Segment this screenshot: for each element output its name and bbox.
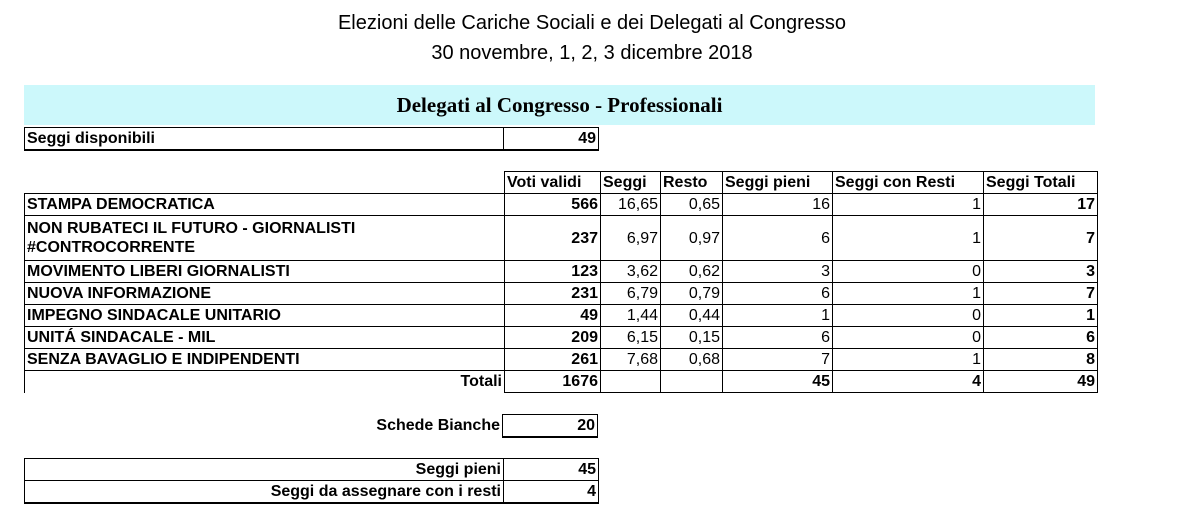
summary-row	[25, 481, 599, 504]
schede-bianche-label: Schede Bianche	[24, 415, 503, 438]
totals-resto-empty	[661, 371, 723, 393]
party-name: MOVIMENTO LIBERI GIORNALISTI	[25, 261, 505, 283]
seggi-con-resti-cell: 1	[833, 194, 984, 216]
results-table	[24, 171, 1098, 393]
resto-cell: 0,79	[661, 283, 723, 305]
table-row	[25, 327, 1098, 349]
schede-bianche-value: 20	[503, 415, 598, 438]
voti-validi-cell: 237	[505, 216, 601, 261]
col-header: Seggi Totali	[984, 172, 1098, 194]
seggi-disponibili-label: Seggi disponibili	[25, 128, 504, 151]
seggi-con-resti-cell: 0	[833, 327, 984, 349]
seggi-cell: 6,79	[601, 283, 661, 305]
seggi-totali-cell: 8	[984, 349, 1098, 371]
totals-seggi-empty	[601, 371, 661, 393]
resto-cell: 0,62	[661, 261, 723, 283]
seggi-cell: 16,65	[601, 194, 661, 216]
seggi-cell: 6,97	[601, 216, 661, 261]
resto-cell: 0,44	[661, 305, 723, 327]
voti-validi-cell: 566	[505, 194, 601, 216]
seggi-totali-cell: 6	[984, 327, 1098, 349]
schede-bianche-table	[24, 414, 598, 438]
voti-validi-cell: 261	[505, 349, 601, 371]
party-name: UNITÁ SINDACALE - MIL	[25, 327, 505, 349]
totals-resti: 4	[833, 371, 984, 393]
voti-validi-cell: 209	[505, 327, 601, 349]
seggi-pieni-cell: 1	[723, 305, 833, 327]
party-name: SENZA BAVAGLIO E INDIPENDENTI	[25, 349, 505, 371]
seggi-pieni-value: 45	[504, 459, 599, 481]
seggi-con-resti-cell: 1	[833, 283, 984, 305]
seggi-totali-cell: 1	[984, 305, 1098, 327]
col-header: Seggi con Resti	[833, 172, 984, 194]
table-header-row	[25, 172, 1098, 194]
party-name: IMPEGNO SINDACALE UNITARIO	[25, 305, 505, 327]
seggi-pieni-cell: 6	[723, 327, 833, 349]
table-row	[25, 305, 1098, 327]
seggi-con-resti-cell: 0	[833, 305, 984, 327]
seggi-pieni-label: Seggi pieni	[25, 459, 504, 481]
seggi-pieni-cell: 6	[723, 216, 833, 261]
seggi-con-resti-cell: 1	[833, 349, 984, 371]
table-row	[25, 216, 1098, 261]
seggi-totali-cell: 7	[984, 283, 1098, 305]
table-row	[25, 261, 1098, 283]
section-banner: Delegati al Congresso - Professionali	[24, 85, 1095, 125]
party-name: STAMPA DEMOCRATICA	[25, 194, 505, 216]
col-header: Voti validi	[505, 172, 601, 194]
party-name: NON RUBATECI IL FUTURO - GIORNALISTI #CONTROCORRENTE	[25, 216, 505, 261]
seggi-pieni-cell: 3	[723, 261, 833, 283]
resto-cell: 0,15	[661, 327, 723, 349]
col-header: Seggi pieni	[723, 172, 833, 194]
voti-validi-cell: 231	[505, 283, 601, 305]
resto-cell: 0,65	[661, 194, 723, 216]
seggi-pieni-cell: 6	[723, 283, 833, 305]
seggi-con-resti-cell: 1	[833, 216, 984, 261]
header-blank-cell	[25, 172, 505, 194]
seggi-cell: 1,44	[601, 305, 661, 327]
seggi-resti-value: 4	[504, 481, 599, 504]
seggi-totali-cell: 17	[984, 194, 1098, 216]
col-header: Seggi	[601, 172, 661, 194]
table-row	[25, 194, 1098, 216]
seggi-totali-cell: 3	[984, 261, 1098, 283]
seggi-disponibili-value: 49	[504, 128, 599, 151]
totals-voti: 1676	[505, 371, 601, 393]
seggi-pieni-cell: 7	[723, 349, 833, 371]
seggi-con-resti-cell: 0	[833, 261, 984, 283]
seggi-pieni-cell: 16	[723, 194, 833, 216]
totals-pieni: 45	[723, 371, 833, 393]
table-row	[25, 283, 1098, 305]
totals-row	[25, 371, 1098, 393]
page-title: Elezioni delle Cariche Sociali e dei Delegati al Congresso	[337, 12, 847, 34]
voti-validi-cell: 123	[505, 261, 601, 283]
table-row	[25, 349, 1098, 371]
seggi-summary-table	[24, 458, 599, 504]
col-header: Resto	[661, 172, 723, 194]
summary-row	[25, 459, 599, 481]
totals-totali: 49	[984, 371, 1098, 393]
seggi-cell: 3,62	[601, 261, 661, 283]
party-name: NUOVA INFORMAZIONE	[25, 283, 505, 305]
seggi-cell: 6,15	[601, 327, 661, 349]
totals-label: Totali	[25, 371, 505, 393]
resto-cell: 0,97	[661, 216, 723, 261]
seggi-resti-label: Seggi da assegnare con i resti	[25, 481, 504, 504]
seggi-totali-cell: 7	[984, 216, 1098, 261]
resto-cell: 0,68	[661, 349, 723, 371]
voti-validi-cell: 49	[505, 305, 601, 327]
seggi-disponibili-table	[24, 127, 599, 151]
seggi-cell: 7,68	[601, 349, 661, 371]
page-subtitle-dates: 30 novembre, 1, 2, 3 dicembre 2018	[431, 42, 753, 64]
